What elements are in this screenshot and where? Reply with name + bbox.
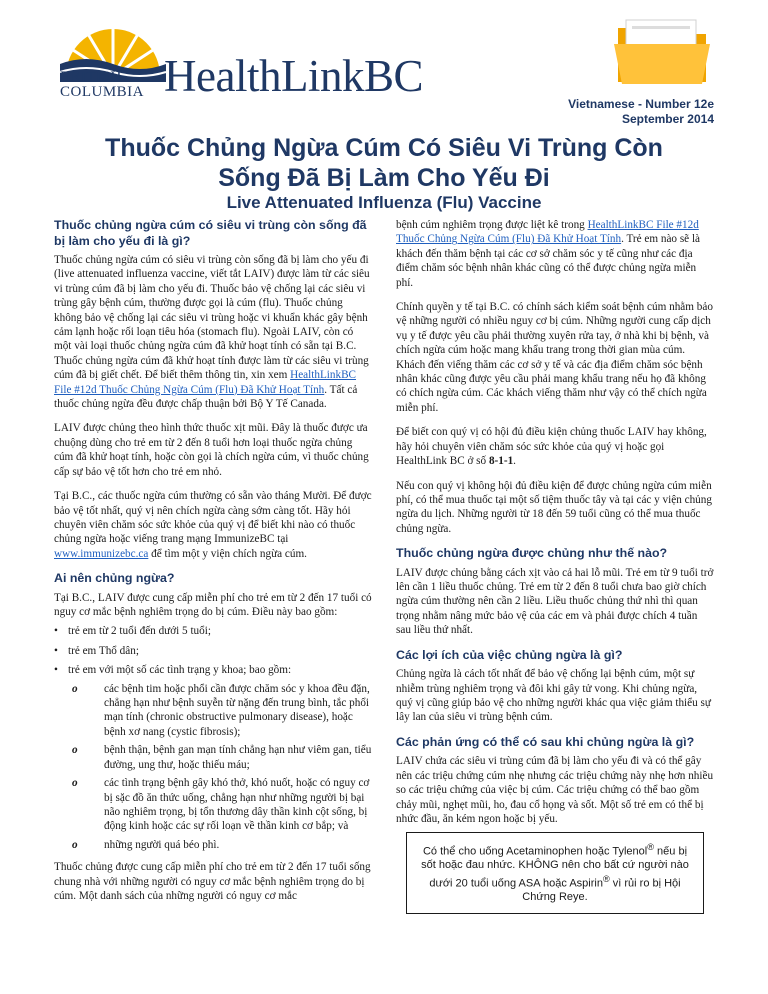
paragraph: Chính quyền y tế tại B.C. có chính sách kiểm soát bệnh cúm nhằm bảo vệ những người có nhiều nguy cơ bị cúm. Những người cung cấp dịch vụ y tế được yêu cầu phải thường xuyên rửa tay, ở nhà khi bị bệnh, và chích ngừa cúm hoặc mang khẩu trang trong thời gian mùa cúm. Khách đến viếng thăm các cơ sở y tế và các địa điểm chăm sóc bệnh nhân khác cũng được yêu cầu phải mang khẩu trang nếu họ đã không có chích ngừa cúm. Các khách viếng thăm như vậy có thể chích ngừa miễn phí. bbox=[396, 301, 713, 414]
phone-number: 8-1-1 bbox=[488, 455, 514, 468]
healthlinkbc-logo: HealthLinkBC bbox=[164, 51, 423, 101]
section-heading-reactions: Các phản ứng có thể có sau khi chủng ngừa là gì? bbox=[396, 734, 695, 749]
list-item: • trẻ em từ 2 tuổi đến dưới 5 tuổi; bbox=[54, 624, 372, 638]
paragraph: Chủng ngừa là cách tốt nhất để bảo vệ chống lại bệnh cúm, một sự nhiễm trùng nghiêm trọng và đôi khi gây tử vong. Khi chủng ngừa, quý vị cũng giúp bảo vệ cho những người khác qua việc giảm thiểu sự lây lan của siêu vi trùng bệnh cúm. bbox=[396, 668, 711, 724]
paragraph: Để biết con quý vị có hội đủ điều kiện chủng thuốc LAIV hay không, hãy hỏi chuyên viên chăm sóc sức khỏe của quý vị hoặc gọi HealthLink BC ở số 8-1-1. bbox=[396, 426, 707, 468]
list-item: • trẻ em với một số các tình trạng y khoa; bao gồm: o các bệnh tim hoặc phổi cần được chăm sóc y khoa đều đặn, chẳng hạn như bệnh suyễn từ nặng đến trung bình, tắc phổi mạn tính (chronic obstructive pulmonary disease), hoặc bệnh xơ nang (cystic fibrosis); o bệnh thận, bệnh gan mạn tính chẳng hạn như viêm gan, tiểu đường, ung thư, hoặc thiếu máu; o các tình trạng bệnh gây khó thở, khó nuốt, hoặc có nguy cơ bị sặc đồ ăn thức uống, chẳng hạn như những người bị bại não nghiêm trọng, bị tổn thương dây thần kinh cột sống, bị động kinh hoặc các sự rối loạn về thần kinh cơ bắp; và o những người quá béo phì. bbox=[54, 663, 372, 852]
left-column bbox=[54, 218, 372, 913]
section-heading-how: Thuốc chủng ngừa được chủng như thế nào? bbox=[396, 546, 668, 561]
paragraph: Tại B.C., LAIV được cung cấp miễn phí cho trẻ em từ 2 đến 17 tuổi có nguy cơ mắc bệnh nghiêm trọng do bị cúm. Điều này bao gồm: bbox=[54, 591, 372, 619]
paragraph: LAIV được chủng bằng cách xịt vào cả hai lỗ mũi. Trẻ em từ 9 tuổi trở lên cần 1 liều thuốc chủng. Trẻ em từ 2 đến 8 tuổi chưa bao giờ chích ngừa cúm thường nên cần 2 liều. Liều thuốc chủng thứ nhì thì quan trọng nhằm nâng mức bảo vệ của các em và phải được chích 4 tuần sau liều thứ nhất. bbox=[396, 566, 714, 637]
paragraph: Thuốc chủng ngừa cúm có siêu vi trùng còn sống đã bị làm cho yếu đi (live attenuated influenza vaccine, viết tắt LAIV) được làm từ các siêu vi trùng cúm đã bị làm cho yếu đi. Thuốc bảo vệ chống lại các siêu vi trùng gây bệnh cúm, thường được gọi là cúm (flu). Thuốc chủng không bảo vệ chống lại các siêu vi trùng hoặc vi khuẩn khác gây bệnh cảm lạnh hoặc rối loạn tiêu hóa (stomach flu). Ngoài LAIV, còn có một vài loại thuốc chủng ngừa cúm đã khử hoạt tính có sẵn tại B.C. Thuốc chủng ngừa cúm đã khử hoạt tính được làm từ các siêu vi trùng cúm đã bị giết chết. Để biết thêm thông tin, xin xem HealthLinkBC File #12d Thuốc Chủng Ngừa Cúm (Flu) Đã Khử Hoạt Tính. Tất cả thuốc chủng ngừa đều được chấp thuận bởi Bộ Y Tế Canada. bbox=[54, 254, 370, 411]
list-item: o các bệnh tim hoặc phổi cần được chăm sóc y khoa đều đặn, chẳng hạn như bệnh suyễn từ nặng đến trung bình, tắc phổi mạn tính (chronic obstructive pulmonary disease), hoặc bệnh xơ nang (cystic fibrosis); bbox=[68, 682, 372, 740]
folder-icon bbox=[612, 14, 712, 86]
section-heading-who: Ai nên chủng ngừa? bbox=[54, 571, 175, 586]
immunizebc-link[interactable]: www.immunizebc.ca bbox=[54, 547, 149, 560]
right-column bbox=[396, 218, 714, 914]
healthlinkbc-file-12d-link[interactable]: HealthLinkBC File #12d Thuốc Chủng Ngừa Cúm (Flu) Đã Khử Hoạt Tính bbox=[54, 369, 357, 396]
language-number: Vietnamese - Number 12e bbox=[568, 97, 714, 111]
british-columbia-wordmark: BRITISH COLUMBIA bbox=[60, 69, 145, 100]
list-item: o các tình trạng bệnh gây khó thở, khó nuốt, hoặc có nguy cơ bị sặc đồ ăn thức uống, chẳng hạn như những người bị bại não nghiêm trọng, bị tổn thương dây thần kinh cột sống, bị động kinh hoặc các sự rối loạn về thần kinh cơ bắp; và bbox=[68, 776, 372, 834]
document-meta bbox=[568, 97, 714, 127]
medical-conditions-list bbox=[68, 682, 372, 852]
list-item: • trẻ em Thổ dân; bbox=[54, 644, 372, 658]
list-item: o những người quá béo phì. bbox=[68, 838, 372, 852]
publication-date: September 2014 bbox=[621, 112, 714, 126]
paragraph: Thuốc chủng được cung cấp miễn phí cho trẻ em từ 2 đến 17 tuổi sống chung nhà với những người có nguy cơ mắc bệnh nghiêm trọng do bị cúm. Một danh sách của những người có nguy cơ mắc bbox=[54, 861, 371, 902]
acetaminophen-note-box: Có thể cho uống Acetaminophen hoặc Tylenol® nếu bị sốt hoặc đau nhức. KHÔNG nên cho bất cứ người nào dưới 20 tuổi uống ASA hoặc Aspirin® vì rủi ro bị Hội Chứng Reye. bbox=[406, 832, 704, 913]
eligibility-list bbox=[54, 624, 372, 852]
page-title: Thuốc Chủng Ngừa Cúm Có Siêu Vi Trùng Còn Sống Đã Bị Làm Cho Yếu Đi bbox=[105, 134, 663, 192]
paragraph: bệnh cúm nghiêm trọng được liệt kê trong HealthLinkBC File #12d Thuốc Chủng Ngừa Cúm (Flu) Đã Khử Hoạt Tính. Trẻ em nào sẽ là khách đến thăm bệnh tại các cơ sở chăm sóc y tế cũng như các địa điểm chăm sóc bệnh nhân khác cũng có thể được chủng ngừa miễn phí. bbox=[396, 219, 701, 289]
section-heading-benefits: Các lợi ích của việc chủng ngừa là gì? bbox=[396, 647, 623, 662]
section-heading-what-is: Thuốc chủng ngừa cúm có siêu vi trùng còn sống đã bị làm cho yếu đi là gì? bbox=[54, 218, 367, 248]
page-subtitle: Live Attenuated Influenza (Flu) Vaccine bbox=[226, 193, 542, 212]
paragraph: Tại B.C., các thuốc ngừa cúm thường có sẵn vào tháng Mười. Để được bảo vệ tốt nhất, quý vị nên chích ngừa càng sớm càng tốt. Hãy hỏi chuyên viên chăm sóc sức khỏe của quý vị để biết khi nào có thuốc chủng ngừa hoặc viếng trang mạng ImmunizeBC tại www.immunizebc.ca để tìm một y viện chích ngừa cúm. bbox=[54, 490, 372, 560]
paragraph: Nếu con quý vị không hội đủ điều kiện để được chủng ngừa cúm miễn phí, có thể mua thuốc tại một số tiệm thuốc tây và tại các y viện chủng ngừa du lịch. Những người từ 18 đến 59 tuổi cũng có thể mua thuốc chủng ngừa. bbox=[396, 479, 712, 535]
paragraph: LAIV được chủng theo hình thức thuốc xịt mũi. Đây là thuốc được ưa chuộng dùng cho trẻ em từ 2 đến 8 tuổi hơn loại thuốc ngừa chủng cúm đã khử hoạt tính, hoặc còn gọi là chích ngừa cúm, vì thuốc chủng cấp sự bảo vệ tốt hơn cho trẻ em nhỏ. bbox=[54, 422, 369, 478]
list-item: o bệnh thận, bệnh gan mạn tính chẳng hạn như viêm gan, tiểu đường, ung thư, hoặc thiếu máu; bbox=[68, 743, 372, 772]
healthlinkbc-file-12d-link[interactable]: HealthLinkBC File #12d Thuốc Chủng Ngừa Cúm (Flu) Đã Khử Hoạt Tính bbox=[396, 219, 699, 246]
paragraph: LAIV chứa các siêu vi trùng cúm đã bị làm cho yếu đi và có thể gây nên các triệu chứng cúm nhẹ nhưng các triệu chứng này nhẹ hơn nhiều so các triệu chứng của việc bị cúm. Các triệu chứng có thể bao gồm chảy mũi, nghẹt mũi, ho, đau cổ họng và sốt. Một số trẻ em có thể bị nhức đầu, ăn kém ngon hoặc bị yếu. bbox=[396, 755, 714, 825]
